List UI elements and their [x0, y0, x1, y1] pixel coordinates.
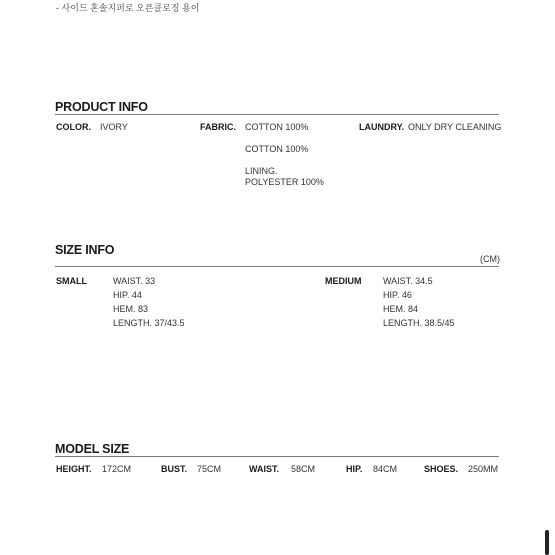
description-note: - 사이드 혼솔지퍼로 오픈클로징 용이 — [56, 3, 200, 13]
model-waist-value: 58CM — [291, 464, 316, 474]
laundry-value: ONLY DRY CLEANING — [408, 122, 502, 132]
laundry-label: LAUNDRY. — [359, 122, 405, 132]
model-hip-value: 84CM — [373, 464, 398, 474]
lining-value: POLYESTER 100% — [245, 177, 324, 187]
model-hip-label: HIP. — [346, 464, 363, 474]
size-medium-waist: WAIST. 34.5 — [383, 276, 433, 286]
model-shoes-value: 250MM — [468, 464, 499, 474]
size-info-divider — [55, 266, 499, 267]
size-small-length: LENGTH. 37/43.5 — [113, 318, 185, 328]
model-size-divider — [55, 456, 499, 457]
color-value: IVORY — [100, 122, 128, 132]
color-label: COLOR. — [56, 122, 91, 132]
fabric-value-1: COTTON 100% — [245, 122, 309, 132]
product-info-divider — [55, 114, 499, 115]
product-info-heading: PRODUCT INFO — [55, 100, 148, 114]
size-info-heading: SIZE INFO — [55, 243, 115, 257]
fabric-label: FABRIC. — [200, 122, 236, 132]
model-shoes-label: SHOES. — [424, 464, 459, 474]
scrollbar-thumb[interactable] — [545, 530, 549, 555]
size-name-small: SMALL — [56, 276, 87, 286]
size-small-waist: WAIST. 33 — [113, 276, 156, 286]
fabric-value-2: COTTON 100% — [245, 144, 309, 154]
size-medium-details — [383, 276, 455, 332]
size-small-hem: HEM. 83 — [113, 304, 149, 314]
size-small-details — [113, 276, 185, 332]
size-medium-length: LENGTH. 38.5/45 — [383, 318, 455, 328]
size-medium-hip: HIP. 46 — [383, 290, 412, 300]
model-bust-label: BUST. — [161, 464, 188, 474]
model-waist-label: WAIST. — [249, 464, 280, 474]
model-height-value: 172CM — [102, 464, 132, 474]
model-bust-value: 75CM — [197, 464, 222, 474]
lining-label: LINING. — [245, 166, 278, 176]
unit-label: (CM) — [480, 254, 500, 264]
model-size-heading: MODEL SIZE — [55, 442, 130, 456]
size-small-hip: HIP. 44 — [113, 290, 142, 300]
size-name-medium: MEDIUM — [325, 276, 362, 286]
size-medium-hem: HEM. 84 — [383, 304, 419, 314]
model-height-label: HEIGHT. — [56, 464, 92, 474]
